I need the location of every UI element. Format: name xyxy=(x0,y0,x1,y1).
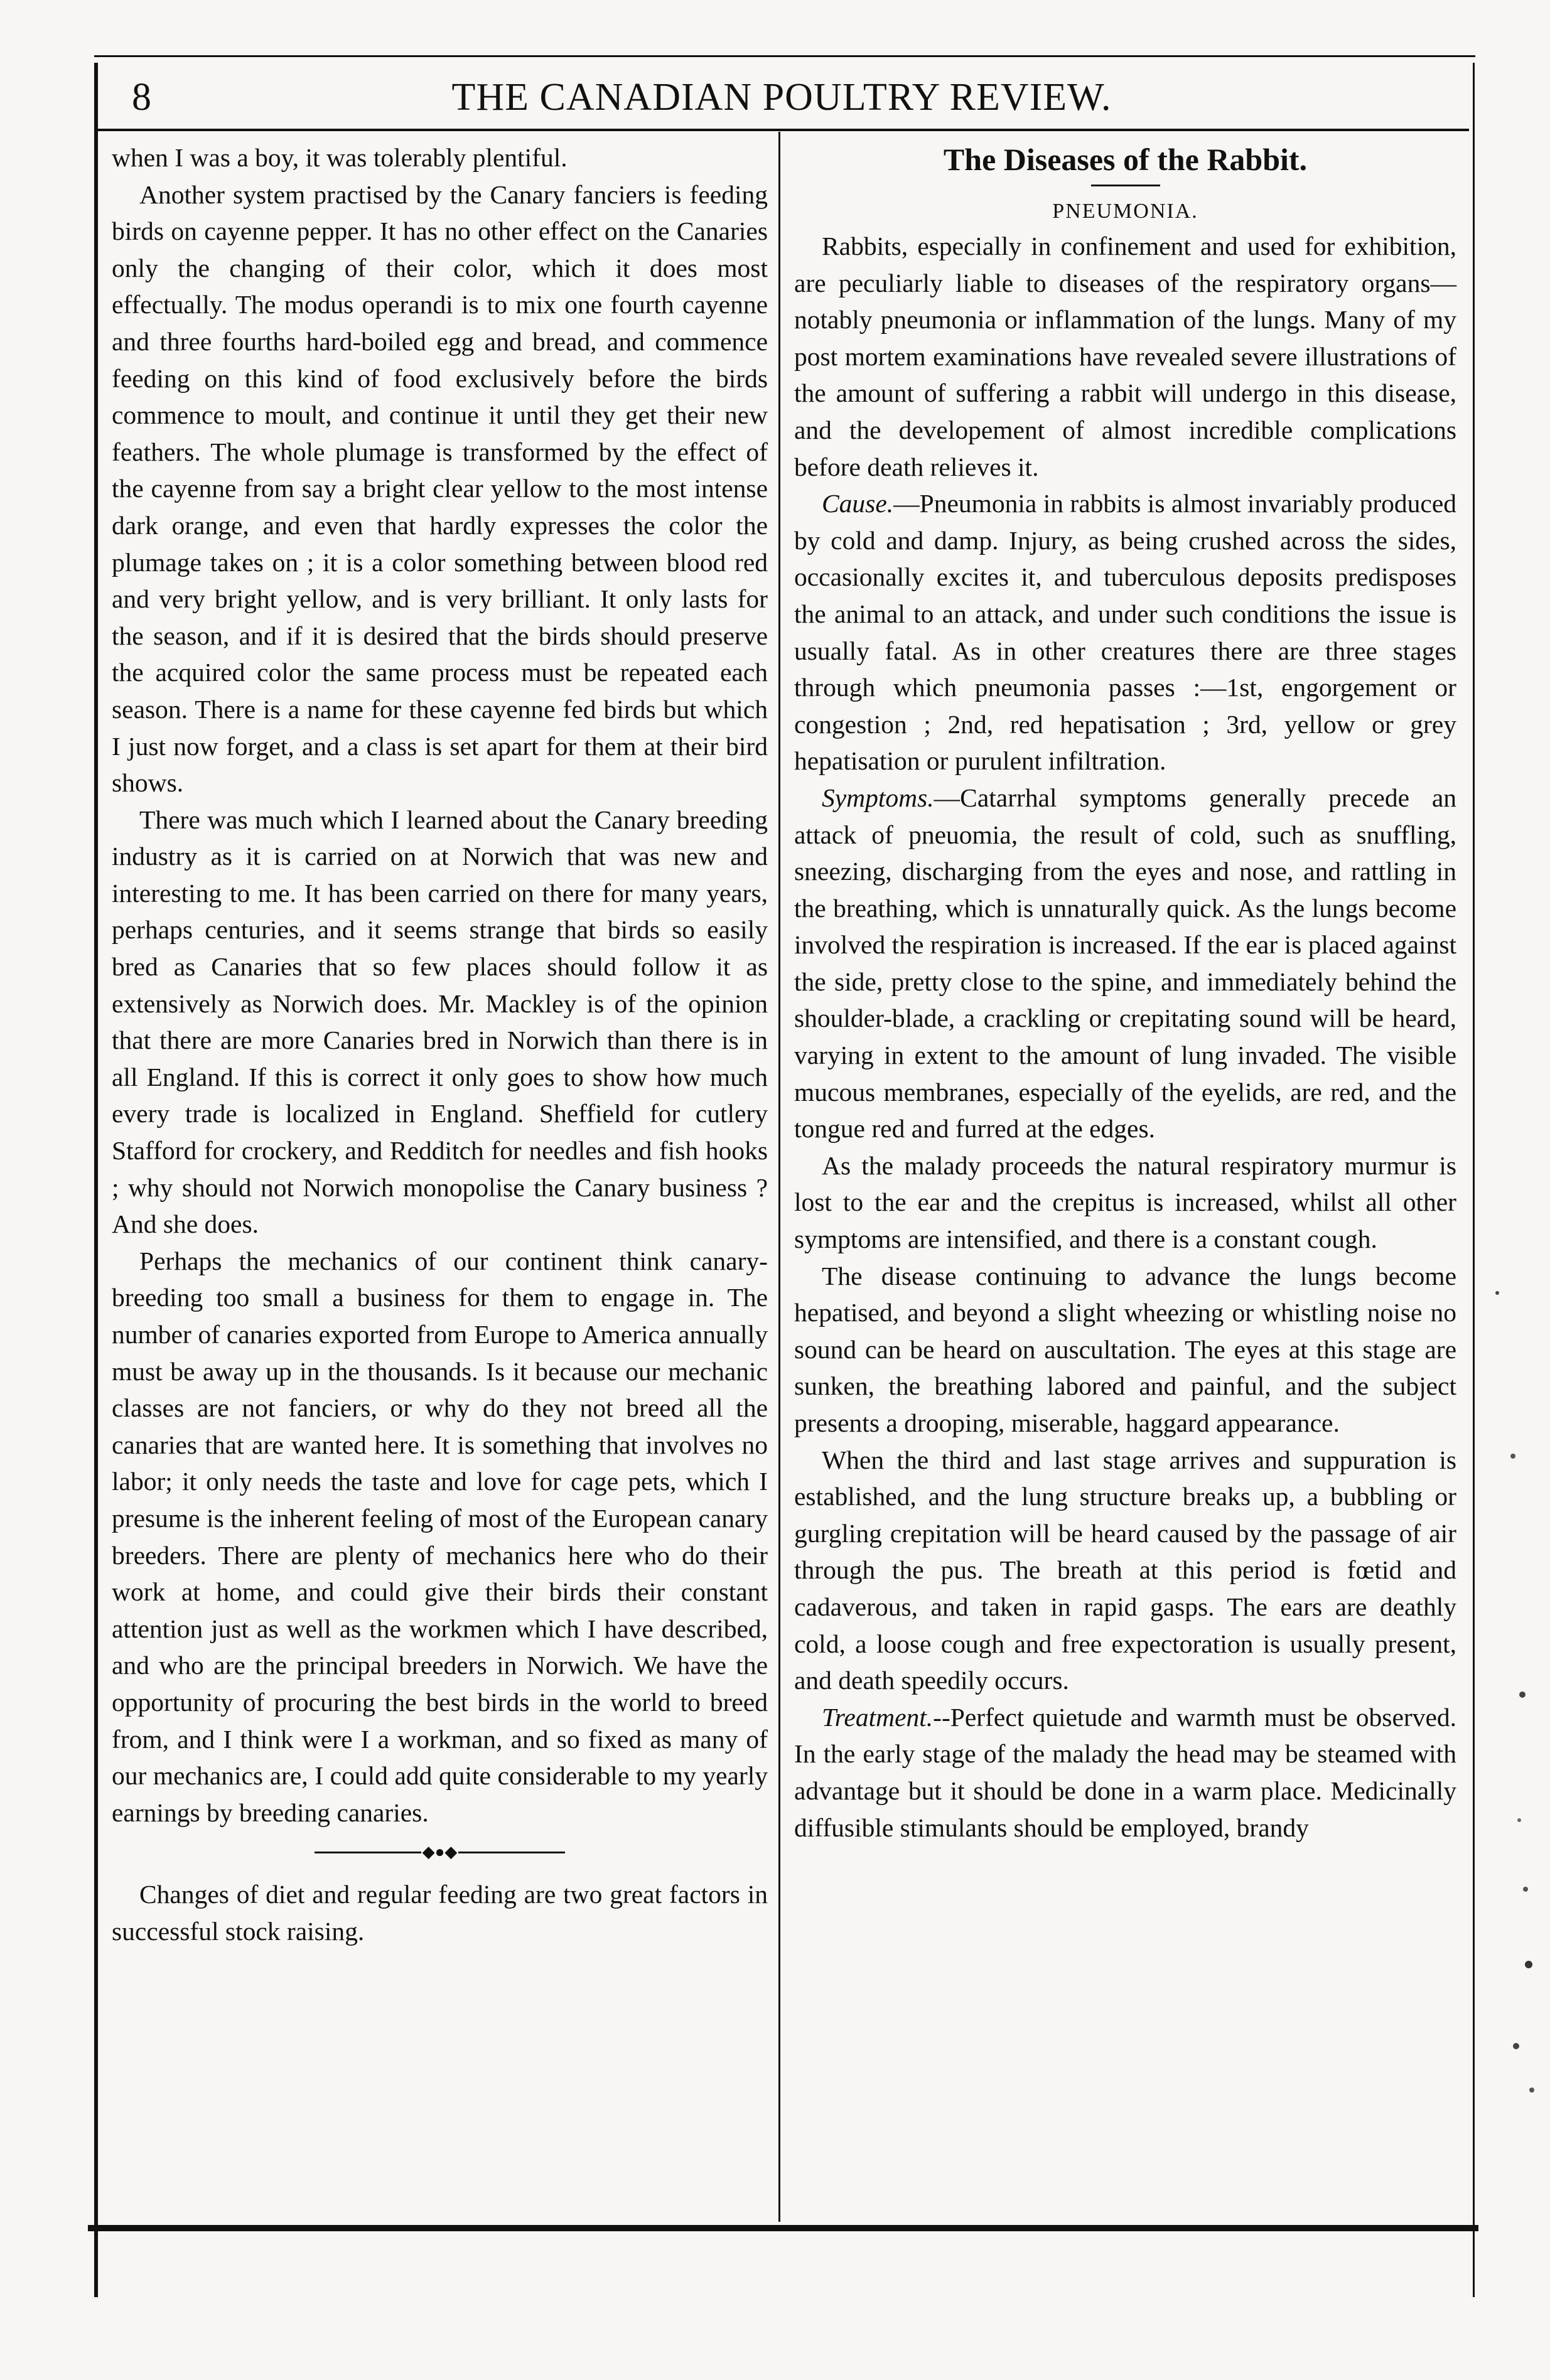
article-title: The Diseases of the Rabbit. xyxy=(943,142,1308,177)
section-subhead: PNEUMONIA. xyxy=(1052,200,1198,223)
paragraph-cause xyxy=(794,485,1456,780)
paragraph-treatment xyxy=(794,1699,1456,1846)
column-divider xyxy=(778,132,780,2222)
left-column xyxy=(112,139,768,1950)
paragraph: Perhaps the mechanics of our continent think canary-breeding too small a business for them to engage in. The number of canaries exported from Europe to America annually must be away up in the thousands. Is it because our mechanic classes are not fanciers, or why do they not breed all the canaries that are wanted here. It is something that involves no labor; it only needs the taste and love for cage pets, which I presume is the inherent feeling of most of the European canary breeders. There are plenty of mechanics here who do their work at home, and could give their birds their constant attention just as well as the workmen which I have described, and who are the principal breeders in Norwich. We have the opportunity of procuring the best birds in the world to breed from, and I think were I a workman, and so fixed as many of our mechanics are, I could add quite considerable to my yearly earnings by breeding canaries. xyxy=(112,1246,768,1827)
section-ornament: ◆●◆ xyxy=(112,1832,768,1872)
paragraph: when I was a boy, it was tolerably plentiful. xyxy=(112,143,568,172)
cause-label: Cause. xyxy=(822,489,894,518)
bottom-border-rule xyxy=(88,2225,1478,2231)
title-rule xyxy=(1091,185,1160,186)
running-head: THE CANADIAN POULTRY REVIEW. xyxy=(451,76,1112,119)
header-rule xyxy=(94,129,1469,131)
page-header xyxy=(94,60,1469,129)
paragraph: Another system practised by the Canary fanciers is feeding birds on cayenne pepper. It has no other effect on the Canaries only the changing of their color, which it does most effectually. The modus operandi is to mix one fourth cayenne and three fourths hard-boiled egg and bread, and commence feeding on this kind of food exclusively before the birds commence to moult, and continue it until they get their new feathers. The whole plumage is transformed by the effect of the cayenne from say a bright clear yellow to the most intense dark orange, and even that hardly expresses the color the plumage takes on ; it is a color something between blood red and very bright yellow, and is very brilliant. It only lasts for the season, and if it is desired that the birds should preserve the acquired color the same process must be repeated each season. There is a name for these cayenne fed birds but which I just now forget, and a class is set apart for them at their bird shows. xyxy=(112,180,768,798)
top-border-rule xyxy=(94,55,1475,57)
symptoms-label: Symptoms. xyxy=(822,783,934,812)
treatment-text: --Perfect quietude and warmth must be observed. In the early stage of the malady the head may be steamed with advantage but it should be done in a warm place. Medicinally diffusible stimulants should be employed, brandy xyxy=(794,1702,1456,1842)
symptoms-text: —Catarrhal symptoms generally precede an attack of pneuomia, the result of cold, such as snuffling, sneezing, discharging from the eyes and nose, and rattling in the breathing, which is unnaturally quick. As the lungs become involved the respiration is increased. If the ear is placed against the side, pretty close to the spine, and immediately behind the shoulder-blade, a crackling or crepitating sound will be heard, varying in extent to the amount of lung invaded. The visible mucous membranes, especially of the eyelids, are red, and the tongue red and furred at the edges. xyxy=(794,783,1456,1144)
paragraph: Rabbits, especially in confinement and used for exhibition, are peculiarly liable to diseases of the respiratory organs—notably pneumonia or inflammation of the lungs. Many of my post mortem examinations have revealed severe illustrations of the amount of suffering a rabbit will undergo in this disease, and the developement of almost incredible complications before death relieves it. xyxy=(794,232,1456,481)
paragraph: Changes of diet and regular feeding are two great factors in successful stock raising. xyxy=(112,1880,768,1946)
paragraph: There was much which I learned about the Canary breeding industry as it is carried on at Norwich that was new and interesting to me. It has been carried on there for many years, perhaps centuries, and it seems strange that birds so easily bred as Canaries that so few places should follow it as extensively as Norwich does. Mr. Mackley is of the opinion that there are more Canaries bred in Norwich than there is in all England. If this is correct it only goes to show how much every trade is localized in England. Sheffield for cutlery Stafford for crockery, and Redditch for needles and fish hooks ; why should not Norwich monopolise the Canary business ? And she does. xyxy=(112,805,768,1239)
paragraph: The disease continuing to advance the lungs become hepatised, and beyond a slight wheezing or whistling noise no sound can be heard on auscultation. The eyes at this stage are sunken, the breathing labored and painful, and the subject presents a drooping, miserable, haggard appearance. xyxy=(794,1261,1456,1437)
paragraph-symptoms xyxy=(794,780,1456,1147)
paragraph: When the third and last stage arrives and suppuration is established, and the lung structure breaks up, a bubbling or gurgling crepitation will be heard caused by the passage of air through the pus. The breath at this period is fœtid and cadaverous, and taken in rapid gasps. The ears are deathly cold, a loose cough and free expectoration is usually present, and death speedily occurs. xyxy=(794,1445,1456,1695)
margin-specks xyxy=(1485,1255,1547,2134)
page-number: 8 xyxy=(132,76,151,119)
right-column xyxy=(794,139,1456,1846)
treatment-label: Treatment. xyxy=(822,1702,934,1732)
paragraph: As the malady proceeds the natural respiratory murmur is lost to the ear and the crepitus is increased, whilst all other symptoms are intensified, and there is a constant cough. xyxy=(794,1150,1456,1254)
cause-text: —Pneumonia in rabbits is almost invariably produced by cold and damp. Injury, as being crushed across the sides, occasionally excites it, and tuberculous deposits predisposes the animal to an attack, and under such conditions the issue is usually fatal. As in other creatures there are three stages through which pneumonia passes :—1st, engorgement or congestion ; 2nd, red hepatisation ; 3rd, yellow or grey hepatisation or purulent infiltration. xyxy=(794,489,1456,776)
